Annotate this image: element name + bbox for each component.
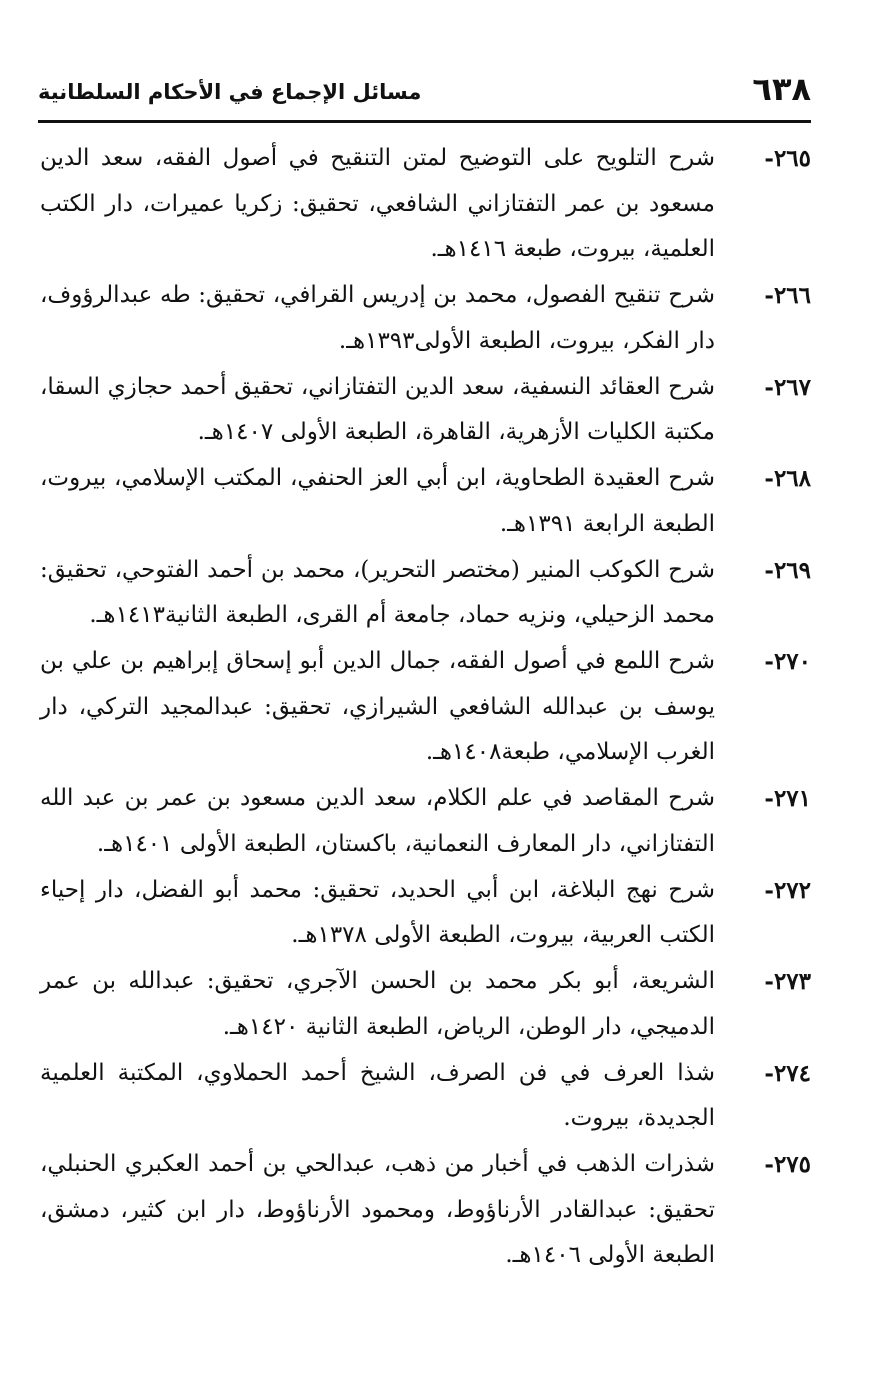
bibliography-entry: [40, 639, 811, 776]
entry-number: ٢٦٨-: [764, 465, 811, 492]
entry-text: الشريعة، أبو بكر محمد بن الحسن الآجري، تحقيق: عبدالله بن عمر الدميجي، دار الوطن، الرياض، الطبعة الثانية ١٤٢٠هـ.: [40, 968, 715, 1040]
entry-text: شرح تنقيح الفصول، محمد بن إدريس القرافي، تحقيق: طه عبدالرؤوف، دار الفكر، بيروت، الطبعة الأولى١٣٩٣هـ.: [40, 282, 715, 354]
page-number: ٦٣٨: [752, 70, 811, 108]
entry-number: ٢٦٦-: [764, 282, 811, 309]
bibliography-entry: [40, 456, 811, 547]
entry-text: شرح التلويح على التوضيح لمتن التنقيح في أصول الفقه، سعد الدين مسعود بن عمر التفتازاني الشافعي، تحقيق: زكريا عميرات، دار الكتب العلمية، بيروت، طبعة ١٤١٦هـ.: [40, 145, 715, 262]
entry-text: شذرات الذهب في أخبار من ذهب، عبدالحي بن أحمد العكبري الحنبلي، تحقيق: عبدالقادر الأرناؤوط، ومحمود الأرناؤوط، دار ابن كثير، دمشق، الطبعة الأولى ١٤٠٦هـ.: [40, 1151, 715, 1268]
entry-number: ٢٧٥-: [764, 1151, 811, 1178]
header-rule: [38, 120, 811, 123]
entry-number: ٢٦٩-: [764, 556, 811, 584]
entry-number: ٢٧٣-: [764, 968, 811, 995]
bibliography-entry: [40, 548, 811, 639]
bibliography-entry: [40, 365, 811, 456]
entry-text: شرح الكوكب المنير (مختصر التحرير)، محمد بن أحمد الفتوحي، تحقيق: محمد الزحيلي، ونزيه حماد، جامعة أم القرى، الطبعة الثانية١٤١٣هـ.: [40, 556, 715, 628]
bibliography-entry: [40, 868, 811, 959]
bibliography-entry: [40, 776, 811, 867]
bibliography-list: [40, 136, 811, 1279]
entry-number: ٢٦٥-: [764, 145, 811, 172]
entry-text: شرح نهج البلاغة، ابن أبي الحديد، تحقيق: محمد أبو الفضل، دار إحياء الكتب العربية، بيروت، الطبعة الأولى ١٣٧٨هـ.: [40, 876, 715, 948]
entry-text: شرح المقاصد في علم الكلام، سعد الدين مسعود بن عمر بن عبد الله التفتازاني، دار المعارف النعمانية، باكستان، الطبعة الأولى ١٤٠١هـ.: [40, 785, 715, 857]
bibliography-entry: [40, 1142, 811, 1279]
entry-number: ٢٧٤-: [764, 1059, 811, 1087]
bibliography-entry: [40, 959, 811, 1050]
entry-text: شرح العقيدة الطحاوية، ابن أبي العز الحنفي، المكتب الإسلامي، بيروت، الطبعة الرابعة ١٣٩١هـ.: [40, 465, 715, 537]
bibliography-entry: [40, 273, 811, 364]
entry-text: شرح العقائد النسفية، سعد الدين التفتازاني، تحقيق أحمد حجازي السقا، مكتبة الكليات الأزهرية، القاهرة، الطبعة الأولى ١٤٠٧هـ.: [40, 373, 715, 445]
entry-number: ٢٦٧-: [764, 373, 811, 401]
bibliography-entry: [40, 1051, 811, 1142]
page-header: [38, 70, 811, 120]
entry-number: ٢٧٠-: [764, 648, 811, 675]
entry-text: شذا العرف في فن الصرف، الشيخ أحمد الحملاوي، المكتبة العلمية الجديدة، بيروت.: [40, 1059, 715, 1131]
running-title: مسائل الإجماع في الأحكام السلطانية: [38, 80, 422, 104]
entry-number: ٢٧١-: [764, 785, 811, 812]
bibliography-entry: [40, 136, 811, 273]
entry-number: ٢٧٢-: [764, 876, 811, 904]
entry-text: شرح اللمع في أصول الفقه، جمال الدين أبو إسحاق إبراهيم بن علي بن يوسف بن عبدالله الشافعي الشيرازي، تحقيق: عبدالمجيد التركي، دار الغرب الإسلامي، طبعة١٤٠٨هـ.: [40, 648, 715, 765]
